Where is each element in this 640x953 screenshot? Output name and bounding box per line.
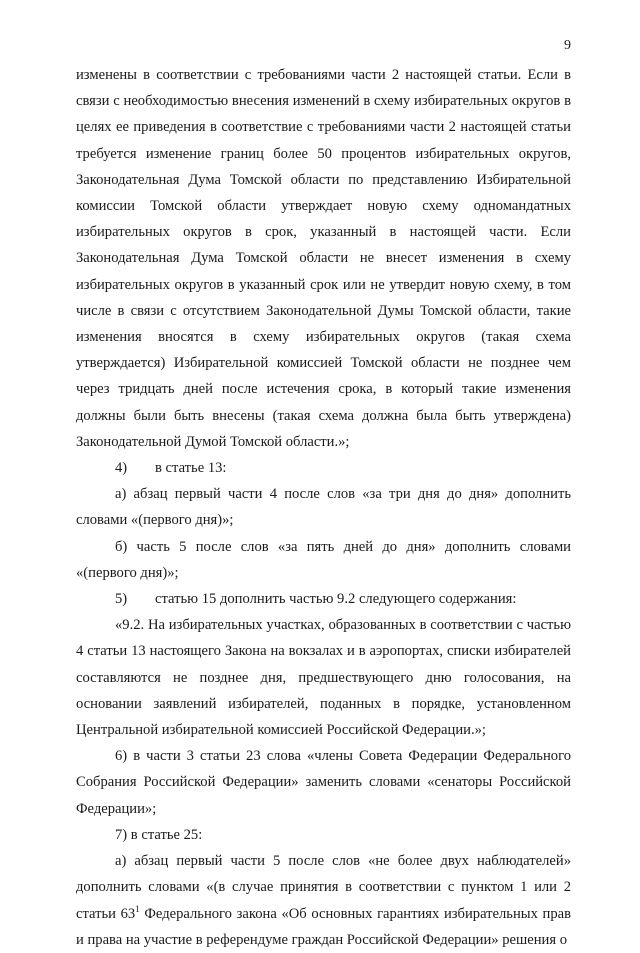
item-text: в статье 13: [155,460,227,477]
paragraph-item-7a [76,848,571,953]
paragraph-quote-9-2: «9.2. На избирательных участках, образованных в соответствии с частью 4 статьи 13 настоящего Закона на вокзалах и в аэропортах, списки избирателей составляются не позднее дня, предшествующего дню голосования, на основании заявлений избирателей, поданных в порядке, установленном Центральной избирательной комиссией Российской Федерации.»; [76,617,571,739]
paragraph-item-7: 7) в статье 25: [115,826,203,843]
paragraph-item-5 [76,586,571,612]
paragraph-item-4b: б) часть 5 после слов «за пять дней до дня» дополнить словами «(первого дня)»; [76,538,571,581]
page-number: 9 [564,38,571,53]
paragraph-continuation: изменены в соответствии с требованиями части 2 настоящей статьи. Если в связи с необходимостью внесения изменений в схему избирательных округов в целях ее приведения в соответствие с требованиями части 2 настоящей статьи требуется изменение границ более 50 процентов избирательных округов, Законодательная Дума Томской области по представлению Избирательной комиссии Томской области утверждает новую схему одномандатных избирательных округов в срок, указанный в настоящей части. Если Законодательная Дума Томской области не внесет изменения в схему избирательных округов в указанный срок или не утвердит новую схему, в том числе в связи с отсутствием Законодательной Думы Томской области, такие изменения вносятся в схему избирательных округов (такая схема утверждается) Избирательной комиссией Томской области не позднее чем через тридцать дней после истечения срока, в который такие изменения должны были быть внесены (такая схема должна была быть утверждена) Законодательной Думой Томской области.»; [76,67,571,450]
item-number: 5) [115,591,128,608]
paragraph-item-4 [76,455,571,481]
text-segment: Федерального закона «Об основных гарантиях избирательных прав и права на участие в референдуме граждан Российской Федерации» решения о [76,905,571,948]
paragraph-item-4a: а) абзац первый части 4 после слов «за три дня до дня» дополнить словами «(первого дня)»; [76,486,571,529]
superscript-number: 1 [135,903,140,914]
item-number: 4) [115,460,128,477]
text-segment: а) абзац первый части 5 после слов «не более двух наблюдателей» дополнить словами «(в случае принятия в соответствии с пунктом 1 или 2 статьи 63 [76,853,571,922]
document-body [76,62,571,953]
item-text: статью 15 дополнить частью 9.2 следующего содержания: [155,591,517,608]
paragraph-item-6: 6) в части 3 статьи 23 слова «члены Совета Федерации Федерального Собрания Российской Федерации» заменить словами «сенаторы Российской Федерации»; [76,748,571,817]
